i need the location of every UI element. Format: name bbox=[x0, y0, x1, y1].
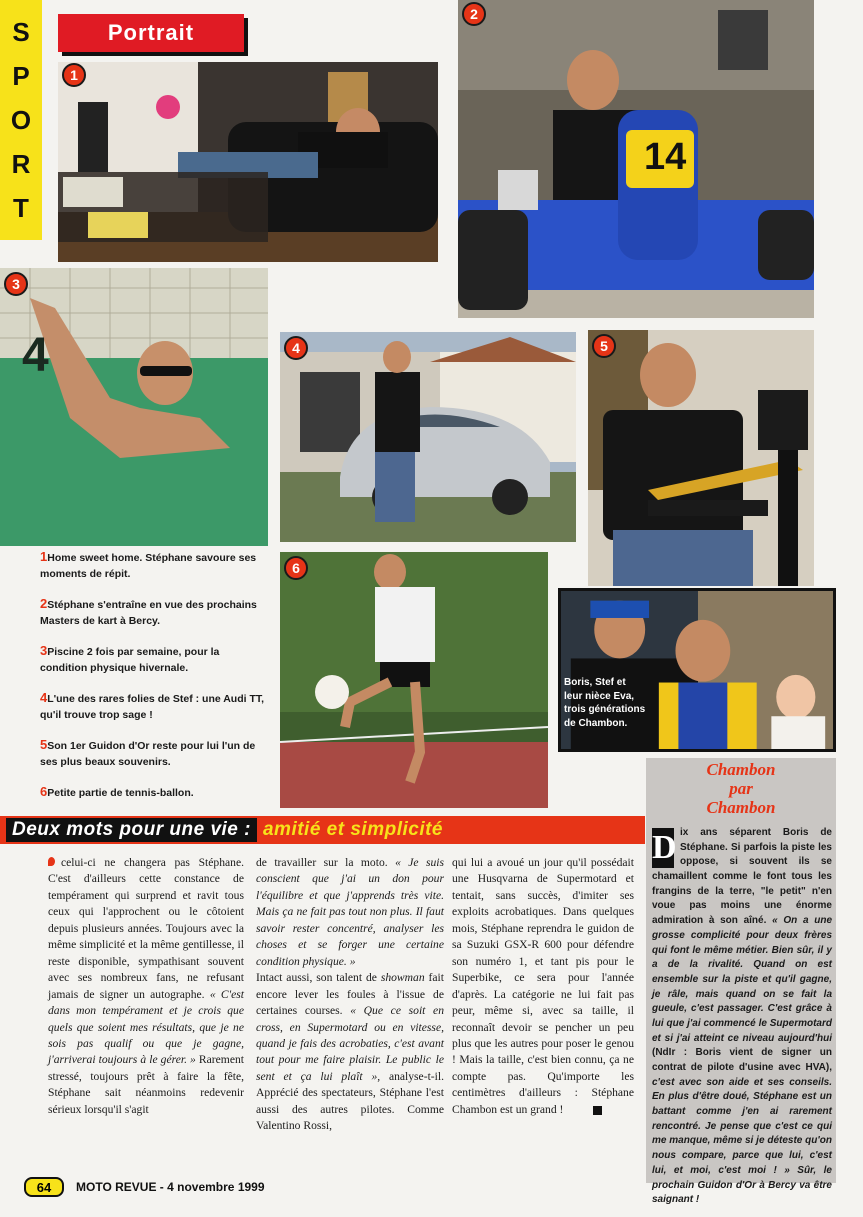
caption-text: Home sweet home. Stéphane savoure ses moments de répit. bbox=[40, 552, 257, 580]
page-number: 64 bbox=[24, 1177, 64, 1197]
bullet-icon bbox=[48, 857, 55, 866]
article-text: fait encore lever les foules à l'issue de certaines courses. bbox=[256, 971, 444, 1018]
caption-number: 4 bbox=[40, 690, 48, 706]
sidebar-title-line: par bbox=[729, 779, 753, 799]
end-mark-icon bbox=[593, 1106, 602, 1115]
caption-text: Stéphane s'entraîne en vue des prochains Masters de kart à Bercy. bbox=[40, 599, 257, 627]
article-text: Rarement stressé, toujours prêt à faire la fête, Stéphane sait néanmoins redevenir sérieux lorsqu'il s'agit bbox=[48, 1053, 244, 1116]
caption-item bbox=[40, 783, 265, 802]
caption-text: Son 1er Guidon d'Or reste pour lui l'un de ses plus beaux souvenirs. bbox=[40, 740, 256, 769]
caption-item bbox=[40, 642, 265, 676]
section-tab-letter: T bbox=[13, 193, 29, 223]
photo-number-badge: 3 bbox=[4, 272, 28, 296]
kart-number: 14 bbox=[644, 136, 687, 178]
photo-tennis-ballon bbox=[280, 552, 548, 808]
caption-item bbox=[40, 736, 265, 770]
sidebar-title-line: Chambon bbox=[706, 760, 776, 779]
caption-number: 5 bbox=[40, 737, 48, 753]
sidebar-quote: « On a une grosse complicité pour deux frères qui font le même métier. Bien sûr, il y a de la rivalité. Quand on est ensemble sur la piste et qu'il gagne, je râle, mais quand on se fait la gueule, c'est passager. C'est grâce à lui que j'ai commencé le Supermotard et si j'ai atteint ce niveau aujourd'hui bbox=[652, 915, 833, 1044]
drop-cap: D bbox=[652, 829, 677, 866]
photo-audi-tt bbox=[280, 332, 576, 542]
article-column-3 bbox=[452, 855, 634, 1118]
sidebar-quote: c'est avec son aide et ses conseils. En plus d'être doué, Stéphane est un battant comme j'en ai rarement rencontré. Je pense que c'est ce qui me manque, même si je déteste qu'on nous compare, parce que lui, c'est lui, et moi, c'est moi ! » Sûr, le prochain Guidon d'Or à Bercy va être saignant ! bbox=[652, 1076, 832, 1206]
caption-item bbox=[40, 595, 265, 629]
article-text: celui-ci ne changera pas Stéphane. C'est d'ailleurs cette constance de tempérament qui surprend et ravit tous ceux qui l'approchent ou le côtoient depuis plusieurs années. Toujours avec la même simplicité et la même gentillesse, il reste disponible, sympathisant souvent avec ses nombreux fans, ne refusant jamais de signer un autographe. bbox=[48, 856, 244, 1001]
family-photo-caption: Boris, Stef et leur nièce Eva, trois générations de Chambon. bbox=[564, 677, 646, 729]
photo-number-badge: 4 bbox=[284, 336, 308, 360]
section-tab-sport bbox=[0, 0, 42, 240]
article-headline bbox=[0, 816, 645, 844]
article-text: Intact aussi, son talent de bbox=[256, 971, 377, 985]
photo-guidon-dor-trophy bbox=[588, 330, 814, 586]
article-emphasis: showman bbox=[380, 971, 425, 985]
sidebar-insert: (NdIr : Boris vient de signer un contrat de pilote d'usine avec HVA), bbox=[652, 1047, 832, 1073]
article-quote: « C'est dans mon tempérament et je crois que quels que soient mes résultats, que je ne sois pas qualif ou que je gagne, j'arriverai toujours à le gérer. » bbox=[48, 987, 244, 1067]
caption-text: L'une des rares folies de Stef : une Audi TT, qu'il trouve trop sage ! bbox=[40, 693, 265, 722]
article-quote: « Je suis conscient que j'ai un don pour l'équilibre et que j'apprends très vite. Mais ça ne fait pas tout non plus. Il faut savoir rester concentré, analyser les choses et se forger une certaine condition physique. » bbox=[256, 856, 444, 968]
pool-lane-number: 4 bbox=[22, 329, 49, 382]
caption-number: 6 bbox=[40, 784, 48, 800]
headline-part-2: amitié et simplicité bbox=[262, 819, 443, 840]
portrait-label: Portrait bbox=[58, 14, 244, 52]
caption-text: Petite partie de tennis-ballon. bbox=[47, 787, 194, 800]
photo-number-badge: 2 bbox=[462, 2, 486, 26]
photo-living-room bbox=[58, 62, 438, 262]
caption-item bbox=[40, 689, 265, 723]
magazine-issue: MOTO REVUE - 4 novembre 1999 bbox=[76, 1180, 265, 1194]
page-footer bbox=[24, 1176, 265, 1198]
photo-number-badge: 1 bbox=[62, 63, 86, 87]
article-column-2 bbox=[256, 855, 444, 1135]
photo-captions bbox=[40, 548, 265, 815]
article-text: de travailler sur la moto. bbox=[256, 856, 388, 869]
section-tab-letter: P bbox=[12, 61, 30, 91]
sidebar-body bbox=[652, 826, 832, 1208]
caption-number: 2 bbox=[40, 596, 48, 612]
article-text: , analyse-t-il. Apprécié des spectateurs, Stéphane l'est aussi des autres pilotes. Comme Valentino Rossi, bbox=[256, 1069, 444, 1133]
photo-pool bbox=[0, 268, 268, 546]
sidebar-title-line: Chambon bbox=[706, 798, 776, 818]
sidebar-text: ix ans séparent Boris de Stéphane. Si parfois la piste les oppose, si souvent ils se chamaillent comme le font tous les frangins de la terre, "le petit" n'en voue pas moins une énorme admiration à son aîné. bbox=[652, 827, 832, 927]
caption-text: Piscine 2 fois par semaine, pour la condition physique hivernale. bbox=[40, 646, 220, 674]
caption-number: 1 bbox=[40, 549, 48, 564]
caption-item bbox=[40, 548, 265, 582]
headline-part-1: Deux mots pour une vie : bbox=[6, 818, 257, 842]
photo-kart bbox=[458, 0, 814, 318]
section-tab-letter: S bbox=[12, 17, 30, 47]
article-quote: « Que ce soit en cross, en Supermotard ou en vitesse, quand je fais des acrobaties, c'est avant tout pour me faire plaisir. Le public le sent et ça lui plaît » bbox=[256, 1004, 444, 1083]
sidebar-title bbox=[646, 760, 836, 817]
article-column-1 bbox=[48, 855, 244, 1118]
section-tab-letter: R bbox=[11, 149, 31, 179]
caption-number: 3 bbox=[40, 643, 48, 659]
article-text: qui lui a avoué un jour qu'il possédait une Husqvarna de Supermotard et tentait, sans succès, d'imiter ses exploits acrobatiques. Dans quelques mois, Stéphane reprendra le guidon de sa Suzuki GSX-R 600 pour défendre son numéro 1, et tant pis pour le Superbike, ce sera pour l'année d'après. La catégorie ne lui fait pas peur, même si, avec sa taille, il reconnaît devoir se pencher un peu plus que les autres pour poser le genou ! Mais la taille, c'est bien connu, ça ne compte pas. Qu'importe les centimètres d'ailleurs : Stéphane Chambon est un grand ! bbox=[452, 856, 634, 1116]
photo-number-badge: 5 bbox=[592, 334, 616, 358]
section-tab-letter: O bbox=[10, 105, 32, 135]
photo-number-badge: 6 bbox=[284, 556, 308, 580]
